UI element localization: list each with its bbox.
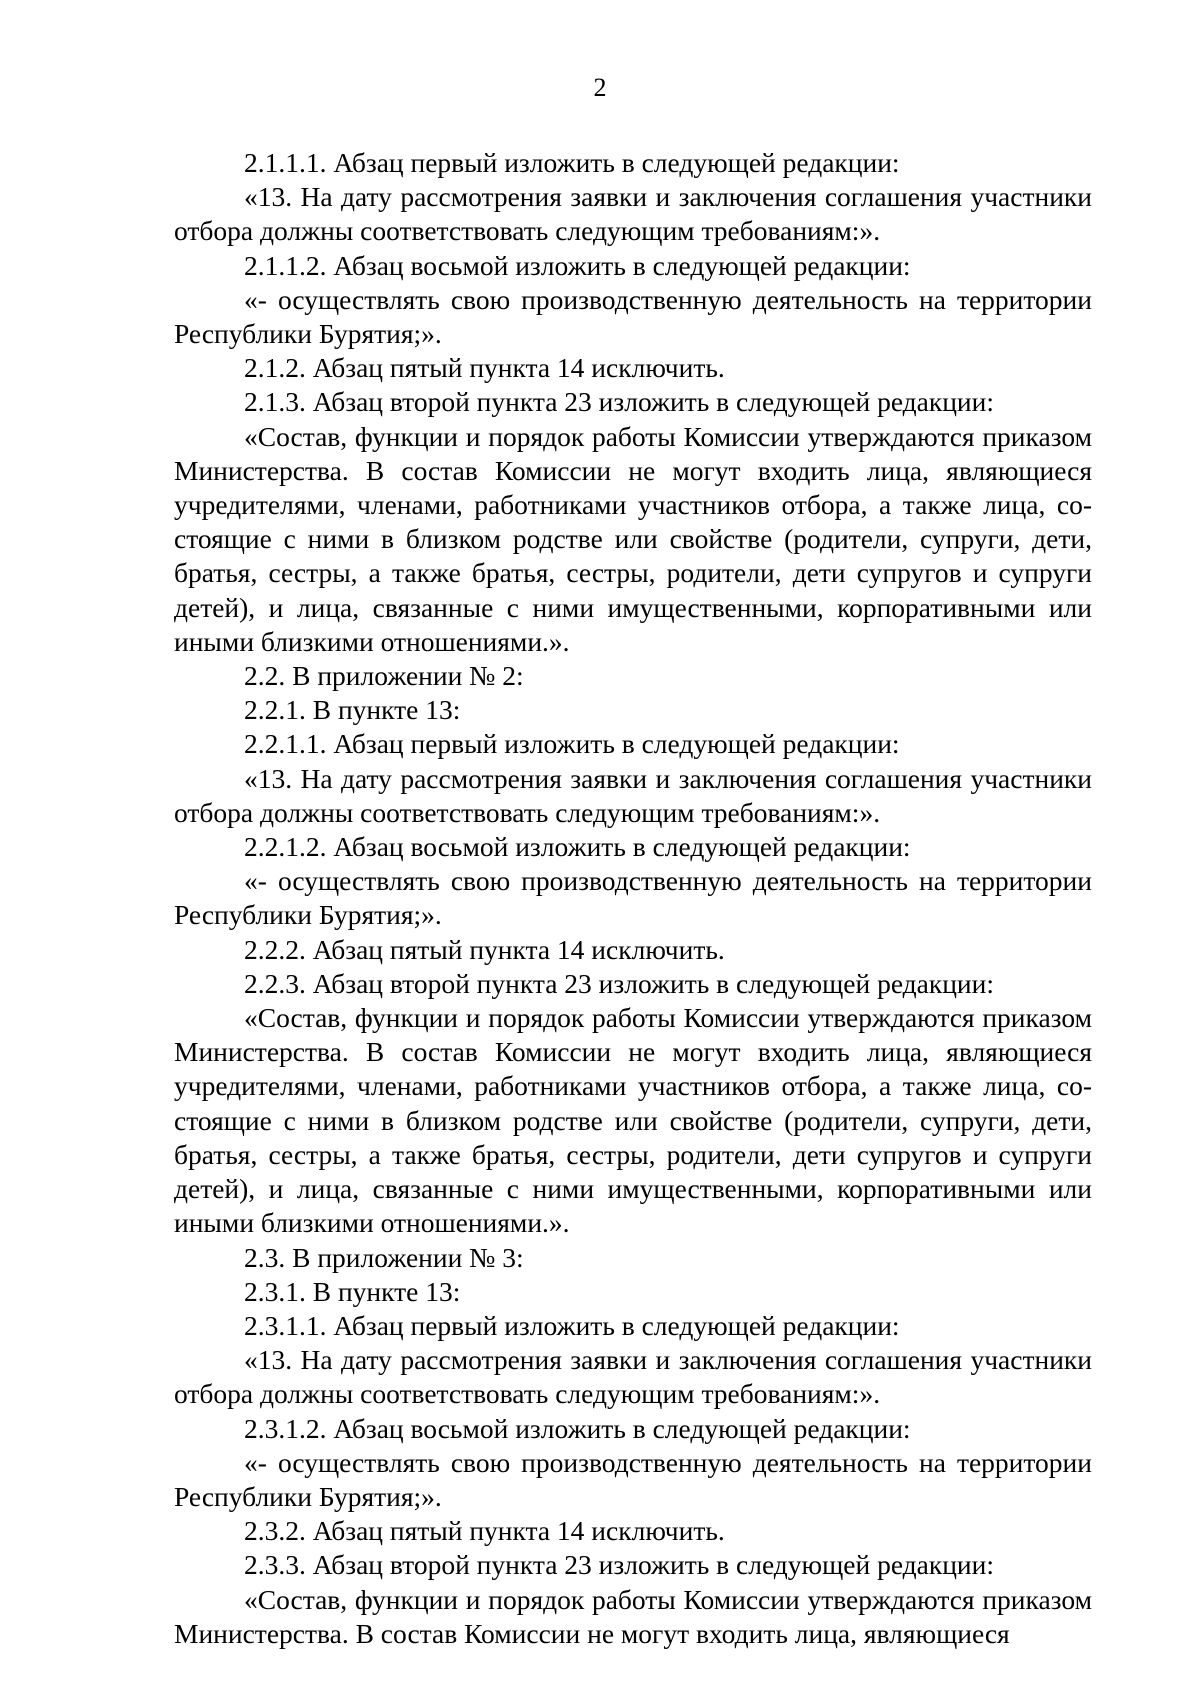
paragraph: «13. На дату рассмотрения заявки и заключения соглашения участники отбора должны соответствовать следующим требованиям:». bbox=[174, 1344, 1092, 1410]
paragraph: «13. На дату рассмотрения заявки и заключения соглашения участники отбора должны соответствовать следующим требованиям:». bbox=[174, 762, 1092, 828]
paragraph: 2.1.2. Абзац пятый пункта 14 исключить. bbox=[244, 352, 725, 384]
paragraph: 2.3. В приложении № 3: bbox=[244, 1241, 524, 1273]
document-body bbox=[174, 146, 1092, 1651]
paragraph: 2.2.1.2. Абзац восьмой изложить в следующей редакции: bbox=[244, 831, 911, 863]
paragraph: 2.3.1.1. Абзац первый изложить в следующей редакции: bbox=[244, 1309, 900, 1341]
paragraph: 2.3.2. Абзац пятый пункта 14 исключить. bbox=[244, 1515, 725, 1547]
paragraph: 2.2.1. В пункте 13: bbox=[244, 694, 461, 726]
paragraph: 2.3.3. Абзац второй пункта 23 изложить в следующей редакции: bbox=[244, 1549, 995, 1581]
paragraph: 2.1.1.2. Абзац восьмой изложить в следующей редакции: bbox=[244, 249, 911, 281]
paragraph: 2.1.3. Абзац второй пункта 23 изложить в следующей редакции: bbox=[244, 386, 995, 418]
paragraph: «- осуществлять свою производственную деятельность на территории Республики Бурятия;». bbox=[174, 1446, 1092, 1512]
paragraph: 2.2.3. Абзац второй пункта 23 изложить в следующей редакции: bbox=[244, 967, 995, 999]
paragraph: «13. На дату рассмотрения заявки и заключения соглашения участники отбора должны соответствовать следующим требованиям:». bbox=[174, 181, 1092, 247]
paragraph: 2.3.1. В пункте 13: bbox=[244, 1275, 461, 1307]
paragraph: 2.2.2. Абзац пятый пункта 14 исключить. bbox=[244, 933, 725, 965]
paragraph: «Состав, функции и порядок работы Комиссии утверждаются приказом Министерства. В состав Комиссии не могут входить лица, являющиеся bbox=[174, 1583, 1092, 1649]
paragraph: «Состав, функции и порядок работы Комиссии утверждаются приказом Министерства. В состав Комиссии не могут входить лица, являющиеся учредителями, членами, работниками участников отбора, а также лица, состоящие с ними в близком родстве или свойстве (родители, супруги, дети, братья, сестры, а также братья, сестры, родители, дети супругов и супруги детей), и лица, связанные с ними имущественными, корпоративными или иными близкими отношениями.». bbox=[174, 420, 1092, 657]
paragraph: «Состав, функции и порядок работы Комиссии утверждаются приказом Министерства. В состав Комиссии не могут входить лица, являющиеся учредителями, членами, работниками участников отбора, а также лица, состоящие с ними в близком родстве или свойстве (родители, супруги, дети, братья, сестры, а также братья, сестры, родители, дети супругов и супруги детей), и лица, связанные с ними имущественными, корпоративными или иными близкими отношениями.». bbox=[174, 1002, 1092, 1239]
paragraph: 2.3.1.2. Абзац восьмой изложить в следующей редакции: bbox=[244, 1412, 911, 1444]
paragraph: 2.2.1.1. Абзац первый изложить в следующей редакции: bbox=[244, 728, 900, 760]
paragraph: 2.1.1.1. Абзац первый изложить в следующей редакции: bbox=[244, 147, 900, 178]
paragraph: 2.2. В приложении № 2: bbox=[244, 660, 524, 692]
paragraph: «- осуществлять свою производственную деятельность на территории Республики Бурятия;». bbox=[174, 283, 1092, 350]
page-number: 2 bbox=[593, 73, 607, 102]
paragraph: «- осуществлять свою производственную деятельность на территории Республики Бурятия;». bbox=[174, 865, 1092, 931]
